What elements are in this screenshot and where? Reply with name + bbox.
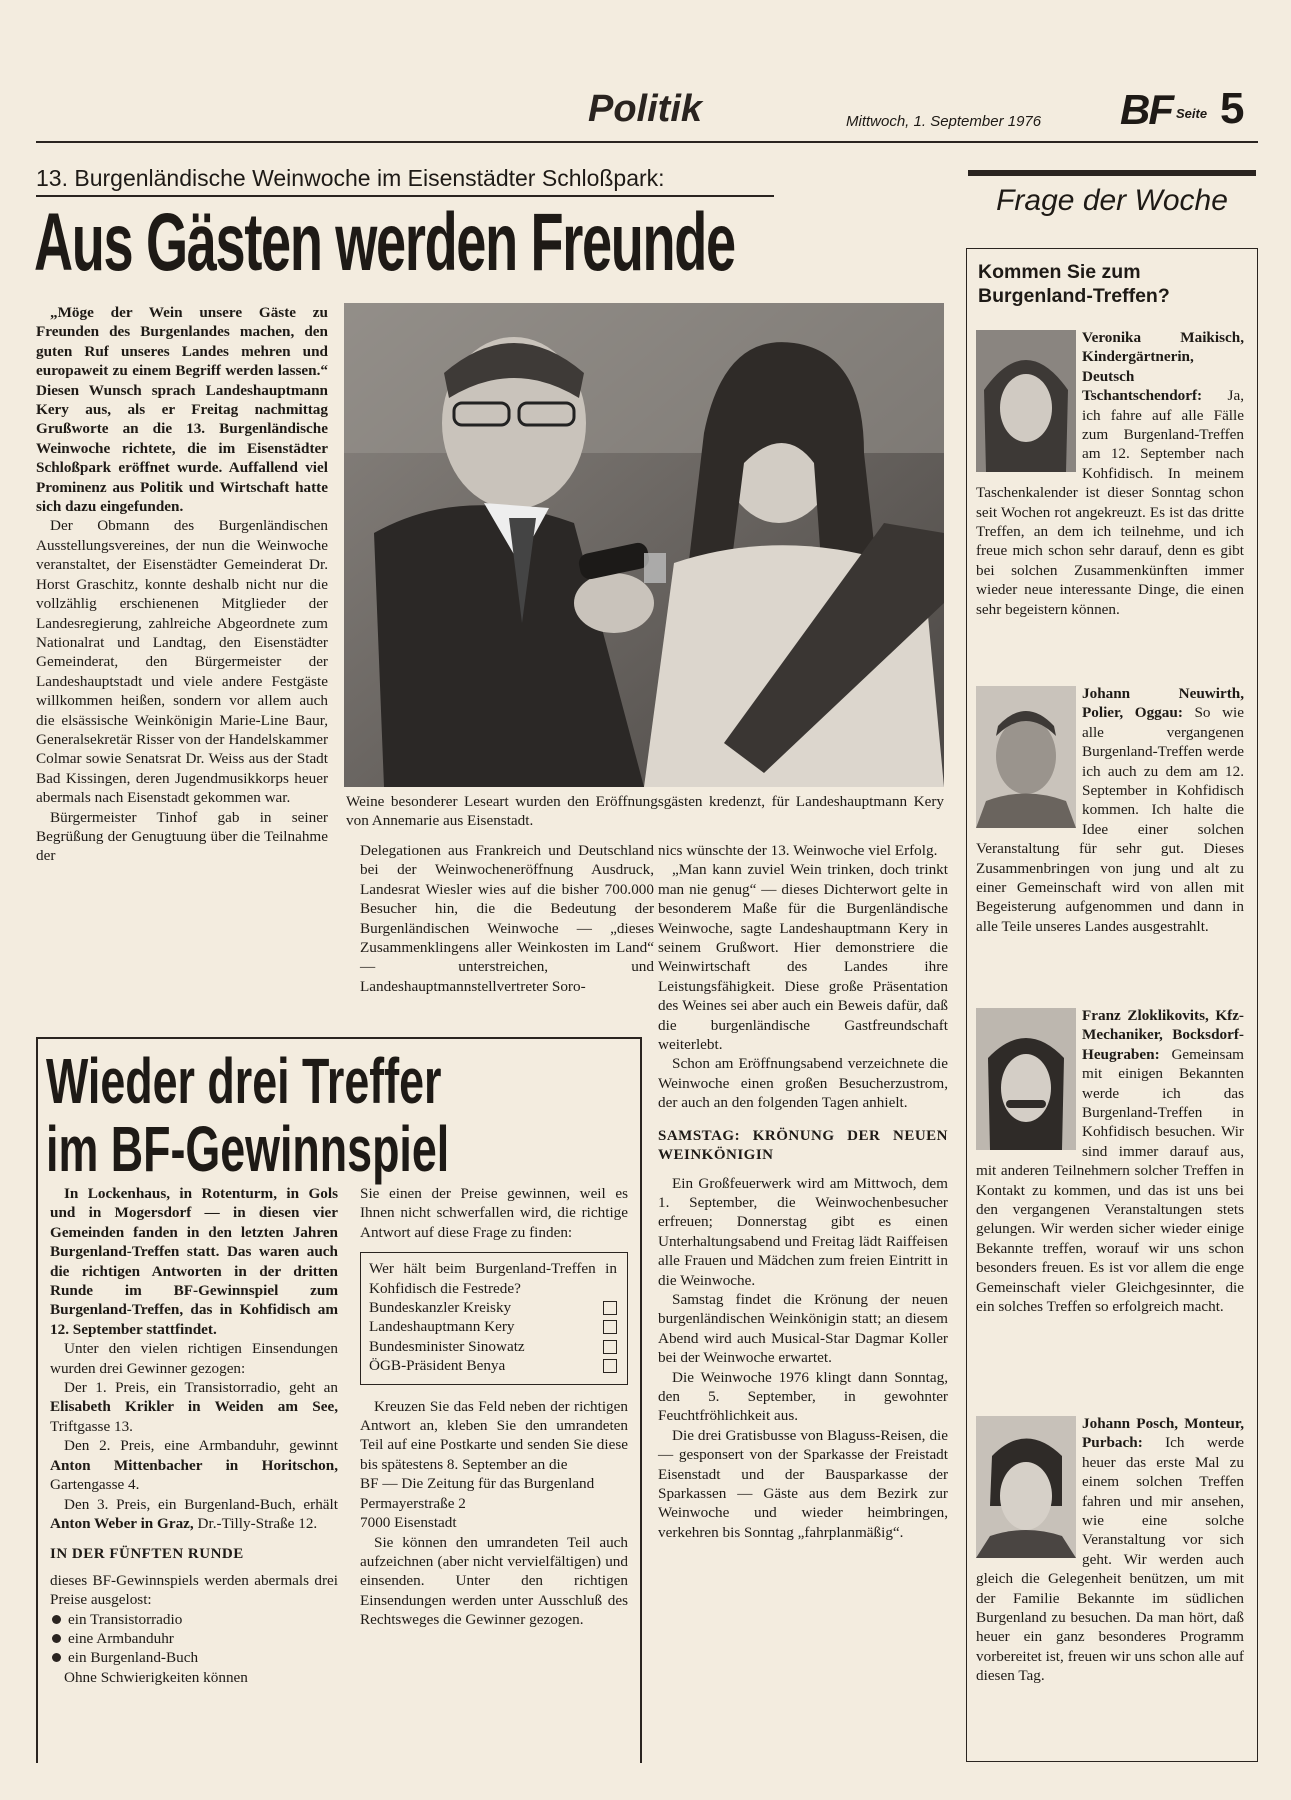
contest-headline-line1: Wieder drei Treffer <box>46 1045 442 1117</box>
photo-illustration <box>344 303 944 787</box>
article-paragraph: nics wünschte der 13. Weinwoche viel Erfolg. <box>658 842 938 859</box>
article-paragraph: Samstag findet die Krönung der neuen burgenländischen Weinkönigin statt; an diesem Abend wird auch Musical-Star Dagmar Koller bei der Weinwoche erwartet. <box>658 1290 948 1367</box>
prize-text: Den 2. Preis, eine Armbanduhr, gewinnt <box>64 1437 338 1455</box>
sidebar-entry-3 <box>976 1006 1244 1317</box>
sidebar-title: Frage der Woche <box>996 184 1228 217</box>
sidebar-entry-1 <box>976 328 1244 619</box>
contest-subhead: IN DER FÜNFTEN RUNDE <box>50 1546 244 1563</box>
contest-paragraph <box>50 1378 338 1436</box>
article-column-2 <box>360 841 654 996</box>
prize-text: Den 3. Preis, ein Burgenland-Buch, erhält <box>64 1495 338 1513</box>
winner-address: Gartengasse 4. <box>50 1476 140 1494</box>
quiz-option[interactable] <box>369 1298 617 1317</box>
quiz-checkbox[interactable] <box>603 1359 617 1373</box>
article-headline: Aus Gästen werden Freunde <box>34 197 735 288</box>
contest-paragraph: Sie können den umrandeten Teil auch aufzeichnen (aber nicht vervielfältigen) und einsenden. Unter den richtigen Einsendungen werden unter Ausschluß des Rechtsweges die Gewinner gezogen. <box>360 1533 628 1629</box>
interviewee-answer: Ich werde heuer das erste Mal zu einem solchen Treffen fahren und mir ansehen, wie eine solche Veranstaltung vor sich geht. Wir werden auch gleich die Gelegenheit benützen, um mit der Familie Bekannte im südlichen Burgenland zu besuchen. Da man hört, daß heuer ein ganz besonderes Programm vorbereitet ist, freuen wir uns schon alle auf diesen Tag. <box>976 1434 1244 1685</box>
prize-item: eine Armbanduhr <box>50 1629 338 1648</box>
prize-list <box>50 1610 338 1668</box>
quiz-checkbox[interactable] <box>603 1301 617 1315</box>
article-paragraph: Ein Großfeuerwerk wird am Mittwoch, dem 1. September, die Weinwochenbesucher erfreuen; Donnerstag gibt es einen Unterhaltungsabend und Freitag lädt Raiffeisen alle Frauen und Mädchen zum freien Eintritt in die Weinwoche. <box>658 1174 948 1289</box>
contest-paragraph: dieses BF-Gewinnspiels werden abermals drei Preise ausgelost: <box>50 1571 338 1609</box>
prize-item: ein Transistorradio <box>50 1610 338 1629</box>
photo-caption: Weine besonderer Leseart wurden den Eröffnungsgästen kredenzt, für Landeshauptmann Kery von Annemarie aus Eisenstadt. <box>346 793 944 829</box>
sidebar-question: Kommen Sie zum Burgenland-Treffen? <box>978 261 1170 307</box>
article-subhead: SAMSTAG: KRÖNUNG DER NEUEN WEINKÖNIGIN <box>658 1127 948 1164</box>
quiz-option[interactable] <box>369 1356 617 1375</box>
winner-name: Elisabeth Krikler in Weiden am See, <box>50 1398 338 1416</box>
contest-headline-line2: im BF-Gewinnspiel <box>46 1113 450 1185</box>
contest-paragraph: Ohne Schwierigkeiten können <box>64 1668 248 1686</box>
contest-paragraph <box>50 1436 338 1494</box>
section-title: Politik <box>588 88 703 130</box>
article-lead: „Möge der Wein unsere Gäste zu Freunden des Burgenlandes machen, den guten Ruf unseres Landes mehren und europaweit zu einem Begriff werden lassen.“ Diesen Wunsch sprach Landeshauptmann Kery aus, als er Freitag nachmittag Grußworte an die 13. Burgenländische Weinwoche richtete, die im Eisenstädter Schloßpark eröffnet wurde. Auffallend viel Prominenz aus Politik und Wirtschaft hatte sich dazu eingefunden. <box>36 304 328 516</box>
seite-label: Seite <box>1176 106 1208 121</box>
contest-paragraph: Unter den vielen richtigen Einsendungen wurden drei Gewinner gezogen: <box>50 1340 338 1377</box>
interviewee-name: Johann Posch, Monteur, Purbach: <box>1082 1415 1244 1452</box>
article-column-3 <box>658 841 948 1542</box>
quiz-option[interactable] <box>369 1317 617 1336</box>
interviewee-answer: Gemeinsam mit einigen Bekannten werde ich das Burgenland-Treffen in Kohfidisch besuchen. Wir sind immer darauf aus, mit anderen Teilnehmern solcher Treffen in Kontakt zu kommen, und das ist uns bei den vergangenen Veranstaltungen stets gelungen. Wir werden sicher wieder einige Bekannte treffen, worauf wir uns schon besonders freuen. Es ist vor allem die enge Gemeinschaft vieler Gleichgesinnter, die ein solches Treffen so erfolgreich macht. <box>976 1045 1244 1316</box>
article-paragraph: Bürgermeister Tinhof gab in seiner Begrüßung der Genugtuung über die Teilnahme der <box>36 808 328 865</box>
contest-column-1 <box>50 1184 338 1687</box>
article-paragraph: Delegationen aus Frankreich und Deutschland bei der Weinwocheneröffnung Ausdruck, Landesrat Wiesler wies auf die bisher 700.000 Besucher hin, die die Bedeutung der Burgenländischen Weinwoche — „dieses Zusammenklingens aller Weinkosten im Land“ — unterstreichen, und Landeshauptmannstellvertreter Soro- <box>360 842 654 995</box>
address-line: 7000 Eisenstadt <box>360 1514 457 1532</box>
quiz-option[interactable] <box>369 1337 617 1356</box>
quiz-option-label: Bundeskanzler Kreisky <box>369 1299 512 1317</box>
sidebar-entry-4 <box>976 1414 1244 1686</box>
contest-paragraph: Sie einen der Preise gewinnen, weil es Ihnen nicht schwerfallen wird, die richtige Antwort auf diese Frage zu finden: <box>360 1185 628 1241</box>
interviewee-answer: Ja, ich fahre auf alle Fälle zum Burgenland-Treffen am 12. September nach Kohfidisch. In meinem Taschenkalender ist dieser Sonntag schon seit Wochen rot angekreuzt. Es ist das dritte Treffen, an dem ich teilnehme, und ich freue mich schon sehr darauf, denn es gibt bei solchen Zusammenkünften immer wieder neue interessante Dinge, die einen sehr begeistern können. <box>976 387 1244 618</box>
interviewee-name: Veronika Maikisch, Kindergärtnerin, Deutsch Tschantschendorf: <box>1082 329 1244 405</box>
article-paragraph: Schon am Eröffnungsabend verzeichnete die Weinwoche einen großen Besucherzustrom, der auch an den folgenden Tagen anhielt. <box>658 1055 948 1112</box>
article-paragraph: „Man kann zuviel Wein trinken, doch trinkt man nie genug“ — dieses Dichterwort gelte in besonderem Maße für die Burgenländische Weinwoche, sagte Landeshauptmann Kery in seinem Grußwort. Hier demonstriere die Weinwirtschaft des Landes ihre Leistungsfähigkeit. Diese große Präsentation des Weines sei aber auch ein Beweis dafür, daß die burgenländische Gastfreundschaft weiterlebt. <box>658 861 948 1054</box>
winner-address: Triftgasse 13. <box>50 1417 133 1435</box>
winner-address: Dr.-Tilly-Straße 12. <box>193 1514 318 1532</box>
winner-name: Anton Mittenbacher in Horitschon, <box>50 1456 338 1474</box>
sidebar-entry-2 <box>976 684 1244 936</box>
prize-text: Der 1. Preis, ein Transistorradio, geht an <box>64 1379 338 1397</box>
interviewee-name: Franz Zloklikovits, Kfz-Mechaniker, Bocksdorf-Heugraben: <box>1082 1007 1244 1063</box>
article-kicker: 13. Burgenländische Weinwoche im Eisenstädter Schloßpark: <box>36 165 665 191</box>
quiz-option-label: Bundesminister Sinowatz <box>369 1337 525 1355</box>
quiz-question: Wer hält beim Burgenland-Treffen in Kohfidisch die Festrede? <box>369 1260 617 1297</box>
quiz-option-label: ÖGB-Präsident Benya <box>369 1357 506 1375</box>
article-column-1 <box>36 303 328 866</box>
contest-paragraph: Kreuzen Sie das Feld neben der richtigen Antwort an, kleben Sie den umrandeten Teil auf eine Postkarte und senden Sie diese bis spätestens 8. September an die <box>360 1397 628 1473</box>
header-rule <box>36 141 1258 143</box>
winner-name: Anton Weber in Graz, <box>50 1514 194 1532</box>
contest-paragraph <box>50 1495 338 1534</box>
quiz-checkbox[interactable] <box>603 1320 617 1334</box>
article-paragraph: Der Obmann des Burgenländischen Ausstellungsvereines, der nun die Weinwoche veranstaltet, der Eisenstädter Gemeinderat Dr. Horst Graschitz, konnte deshalb nicht nur die vollzählig erschienenen Mitglieder der Landesregierung, zahlreiche Abgeordnete zum Nationalrat und Landtag, den Eisenstädter Gemeinderat, den Bürgermeister der Landeshauptstadt und viele andere Festgäste willkommen heißen, sondern vor allem auch die elsässische Weinkönigin Marie-Line Baur, Generalsekretär Risser von der Handelskammer Colmar sowie Senatsrat Dr. Weiss aus der Stadt Bad Kissingen, deren Jugendmusikkorps heuer abermals nach Eisenstadt gekommen war. <box>36 517 328 807</box>
quiz-option-label: Landeshauptmann Kery <box>369 1318 515 1336</box>
address-line: Permayerstraße 2 <box>360 1494 466 1512</box>
page-number: 5 <box>1220 84 1245 133</box>
contest-column-2 <box>360 1184 628 1630</box>
sidebar-top-rule <box>968 170 1256 176</box>
prize-item: ein Burgenland-Buch <box>50 1648 338 1667</box>
article-paragraph: Die Weinwoche 1976 klingt dann Sonntag, den 5. September, in gewohnter Feuchtfröhlichkeit aus. <box>658 1368 948 1425</box>
quiz-box <box>360 1252 628 1384</box>
interviewee-name: Johann Neuwirth, Polier, Oggau: <box>1082 685 1244 722</box>
issue-date: Mittwoch, 1. September 1976 <box>846 113 1042 130</box>
quiz-checkbox[interactable] <box>603 1340 617 1354</box>
address-line: BF — Die Zeitung für das Burgenland <box>360 1475 595 1493</box>
article-photo <box>344 303 944 787</box>
bf-logo: BF <box>1120 86 1172 133</box>
article-paragraph: Die drei Gratisbusse von Blaguss-Reisen, die — gesponsert von der Sparkasse der Freistadt Eisenstadt und der Bausparkasse der Sparkassen — Gäste aus dem Bezirk zur Weinwoche und wieder heimbringen, verkehren bis Sonntag „fahrplanmäßig“. <box>658 1426 948 1541</box>
contest-lead: In Lockenhaus, in Rotenturm, in Gols und in Mogersdorf — in diesen vier Gemeinden fanden in den letzten Jahren Burgenland-Treffen statt. Das waren auch die richtigen Antworten in der dritten Runde im BF-Gewinnspiel zum Burgenland-Treffen, das in Kohfidisch am 12. September stattfindet. <box>50 1185 338 1338</box>
interviewee-answer: So wie alle vergangenen Burgenland-Treffen werde ich auch zu dem am 12. September in Kohfidisch kommen. Ich halte die Idee einer solchen Veranstaltung für sehr gut. Dieses Zusammenbringen von jung und alt zu einer Gemeinschaft wird von allen mit Begeisterung aufgenommen und dann in alle Teile unseres Landes ausgestrahlt. <box>976 704 1244 935</box>
